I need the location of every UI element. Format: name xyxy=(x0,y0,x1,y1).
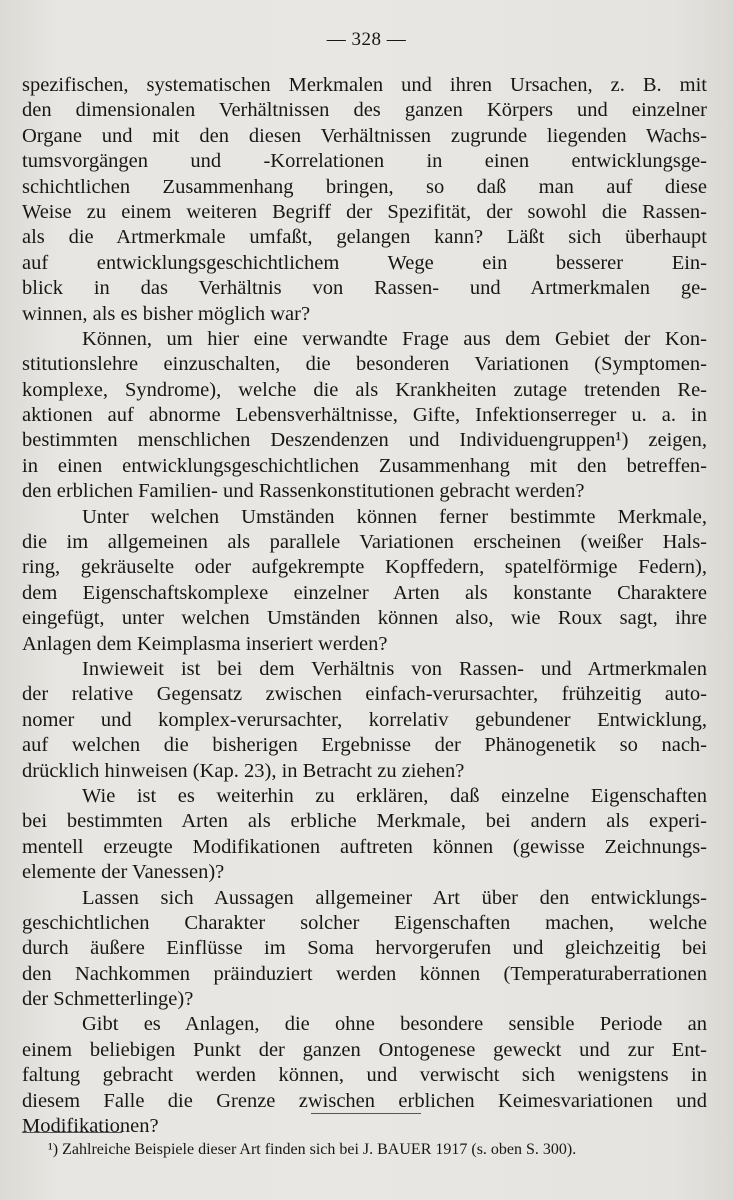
text-line: diesem Falle die Grenze zwischen erblichen Keimesvariationen und xyxy=(22,1089,707,1112)
text-line: auf entwicklungsgeschichtlichem Wege ein besserer Ein- xyxy=(22,251,707,274)
text-line: bei bestimmten Arten als erbliche Merkmale, bei andern als experi- xyxy=(22,810,707,833)
text-line: der relative Gegensatz zwischen einfach-verursachter, frühzeitig auto- xyxy=(22,683,707,706)
text-line: winnen, als es bisher möglich war? xyxy=(22,302,311,325)
text-line: blick in das Verhältnis von Rassen- und Artmerkmalen ge- xyxy=(22,277,707,300)
text-line: nomer und komplex-verursachter, korrelativ gebundener Entwicklung, xyxy=(22,708,707,731)
footnote-text: Zahlreiche Beispiele dieser Art finden sich bei J. BAUER 1917 (s. oben S. 300). xyxy=(62,1141,577,1158)
text-line: elemente der Vanessen)? xyxy=(22,861,225,884)
text-line: Weise zu einem weiteren Begriff der Spezifität, der sowohl die Rassen- xyxy=(22,200,707,223)
footnote-rule xyxy=(22,1132,122,1133)
text-line: eingefügt, unter welchen Umständen können also, wie Roux sagt, ihre xyxy=(22,607,707,630)
text-line: aktionen auf abnorme Lebensverhältnisse, Gifte, Infektionserreger u. a. in xyxy=(22,404,707,427)
body-text xyxy=(22,73,707,1139)
text-line: Organe und mit den diesen Verhältnissen zugrunde liegenden Wachs- xyxy=(22,124,707,147)
text-line: Anlagen dem Keimplasma inseriert werden? xyxy=(22,632,388,655)
section-rule xyxy=(311,1113,421,1114)
text-line: drücklich hinweisen (Kap. 23), in Betracht zu ziehen? xyxy=(22,759,465,782)
text-line: Modifikationen? xyxy=(22,1115,159,1138)
text-line: ring, gekräuselte oder aufgekrempte Kopffedern, spatelförmige Federn), xyxy=(22,556,707,579)
text-line: schichtlichen Zusammenhang bringen, so daß man auf diese xyxy=(22,175,707,198)
text-line: durch äußere Einflüsse im Soma hervorgerufen und gleichzeitig bei xyxy=(22,937,707,960)
text-line: in einen entwicklungsgeschichtlichen Zusammenhang mit den betreffen- xyxy=(22,454,707,477)
text-line: komplexe, Syndrome), welche die als Krankheiten zutage tretenden Re- xyxy=(22,378,707,401)
text-line: bestimmten menschlichen Deszendenzen und Individuengruppen¹) zeigen, xyxy=(22,429,707,452)
text-line: der Schmetterlinge)? xyxy=(22,988,194,1011)
text-line: einem beliebigen Punkt der ganzen Ontogenese geweckt und zur Ent- xyxy=(22,1038,707,1061)
text-line: als die Artmerkmale umfaßt, gelangen kann? Läßt sich überhaupt xyxy=(22,226,707,249)
text-line: Gibt es Anlagen, die ohne besondere sensible Periode an xyxy=(82,1013,707,1036)
text-line: die im allgemeinen als parallele Variationen erscheinen (weißer Hals- xyxy=(22,531,707,554)
text-line: stitutionslehre einzuschalten, die besonderen Variationen (Symptomen- xyxy=(22,353,707,376)
text-line: tumsvorgängen und -Korrelationen in einen entwicklungsge- xyxy=(22,150,707,173)
text-line: dem Eigenschaftskomplexe einzelner Arten als konstante Charaktere xyxy=(22,581,707,604)
text-line: den dimensionalen Verhältnissen des ganzen Körpers und einzelner xyxy=(22,99,707,122)
footnote-marker: ¹) xyxy=(48,1141,59,1158)
text-line: mentell erzeugte Modifikationen auftreten können (gewisse Zeichnungs- xyxy=(22,835,707,858)
text-line: Können, um hier eine verwandte Frage aus dem Gebiet der Kon- xyxy=(82,327,707,350)
text-line: auf welchen die bisherigen Ergebnisse der Phänogenetik so nach- xyxy=(22,734,707,757)
page-number: — 328 — xyxy=(326,29,407,50)
footnote xyxy=(48,1140,703,1160)
text-line: Unter welchen Umständen können ferner bestimmte Merkmale, xyxy=(82,505,707,528)
text-line: spezifischen, systematischen Merkmalen und ihren Ursachen, z. B. mit xyxy=(22,74,707,96)
text-line: Wie ist es weiterhin zu erklären, daß einzelne Eigenschaften xyxy=(82,784,707,807)
text-line: den erblichen Familien- und Rassenkonstitutionen gebracht werden? xyxy=(22,480,585,503)
text-line: den Nachkommen präinduziert werden können (Temperaturaberrationen xyxy=(22,962,707,985)
text-line: faltung gebracht werden können, und verwischt sich wenigstens in xyxy=(22,1064,707,1087)
text-line: geschichtlichen Charakter solcher Eigenschaften machen, welche xyxy=(22,911,707,934)
text-line: Lassen sich Aussagen allgemeiner Art über den entwicklungs- xyxy=(82,886,707,909)
text-line: Inwieweit ist bei dem Verhältnis von Rassen- und Artmerkmalen xyxy=(82,657,707,680)
